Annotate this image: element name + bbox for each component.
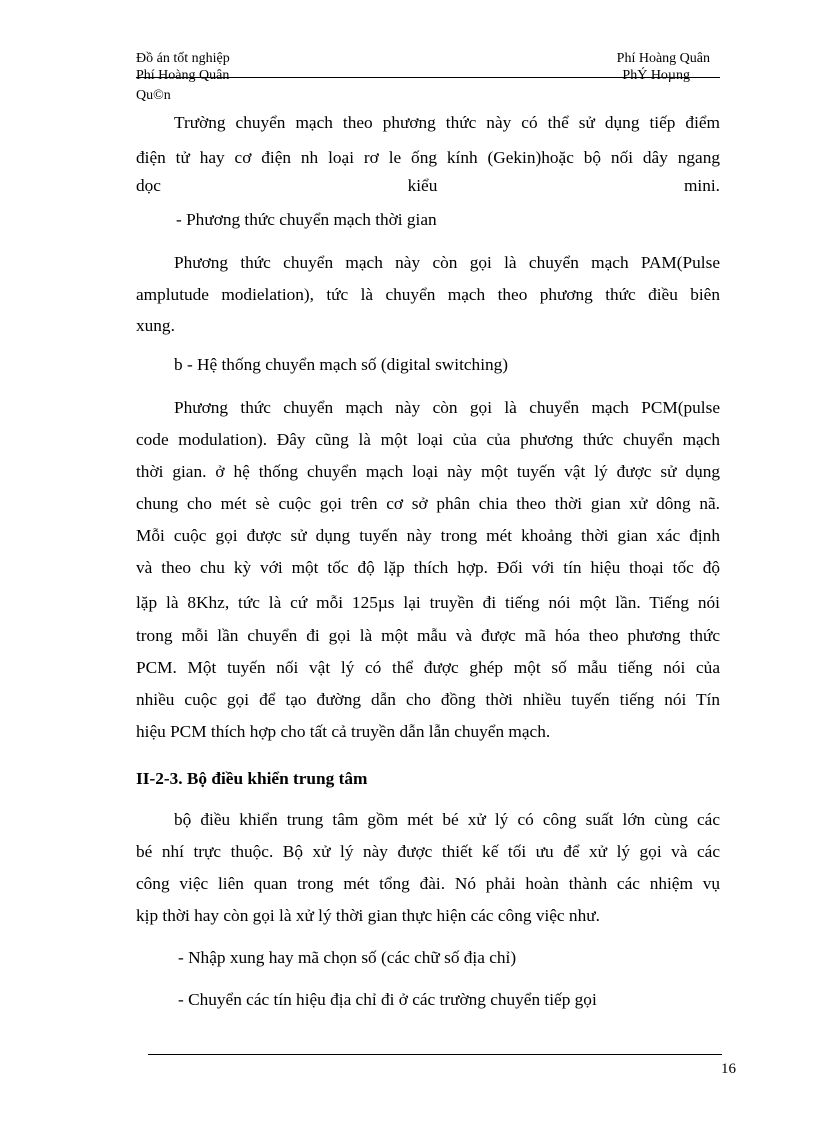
section-heading: II-2-3. Bộ điều khiển trung tâm [136, 769, 368, 788]
list-item: - Chuyển các tín hiệu địa chỉ đi ở các trường chuyển tiếp gọi [178, 990, 597, 1009]
paragraph-line: code modulation). Đây cũng là một loại của của phương thức chuyển mạch [136, 430, 720, 449]
header-author-left: Phí Hoàng Quân [136, 68, 230, 83]
paragraph-line: hiệu PCM thích hợp cho tất cả truyền dẫn lẫn chuyển mạch. [136, 722, 551, 741]
paragraph-line: Trường chuyển mạch theo phương thức này có thể sử dụng tiếp điểm [174, 113, 720, 132]
paragraph-line: công việc liên quan trong mét tổng đài. Nó phải hoàn thành các nhiệm vụ [136, 874, 720, 893]
footer-rule [148, 1054, 722, 1055]
paragraph-line: kịp thời hay còn gọi là xử lý thời gian thực hiện các công việc như. [136, 906, 600, 925]
paragraph-line: dọc kiểu mini. [136, 176, 720, 195]
header-author-right: Phí Hoàng Quân [616, 51, 710, 66]
header-title-left: Đồ án tốt nghiệp [136, 51, 230, 66]
list-item: - Phương thức chuyển mạch thời gian [176, 210, 437, 229]
paragraph-line: bộ điều khiển trung tâm gồm mét bé xử lý có công suất lớn cùng các [174, 810, 720, 829]
paragraph-line: và theo chu kỳ với một tốc độ lặp thích hợp. Đối với tín hiệu thoại tốc độ [136, 558, 720, 577]
paragraph-line: nhiều cuộc gọi để tạo đường dẫn cho đồng thời nhiều tuyến tiếng nói Tín [136, 690, 720, 709]
paragraph-line: Mỗi cuộc gọi được sử dụng tuyến này trong mét khoảng thời gian xác định [136, 526, 720, 545]
paragraph-line: bé nhí trực thuộc. Bộ xử lý này được thiết kế tối ưu để xử lý gọi và các [136, 842, 720, 861]
page-number: 16 [721, 1061, 736, 1077]
paragraph-line: chung cho mét sè cuộc gọi trên cơ sở phân chia theo thời gian xử dông nã. [136, 494, 720, 513]
header-rule [136, 77, 720, 78]
header-author-right-encoded: PhÝ Hoµng [622, 68, 690, 83]
list-item: - Nhập xung hay mã chọn số (các chữ số địa chỉ) [178, 948, 517, 967]
paragraph-line: Phương thức chuyển mạch này còn gọi là chuyển mạch PAM(Pulse [174, 253, 720, 272]
paragraph-line: lặp là 8Khz, tức là cứ mỗi 125µs lại truyền đi tiếng nói một lần. Tiếng nói [136, 593, 720, 612]
paragraph-line: thời gian. ở hệ thống chuyển mạch loại này một tuyến vật lý được sử dụng [136, 462, 720, 481]
paragraph-line: trong mỗi lần chuyển đi gọi là một mẫu và được mã hóa theo phương thức [136, 626, 720, 645]
paragraph-line: xung. [136, 316, 175, 335]
subheading: b - Hệ thống chuyển mạch số (digital switching) [174, 355, 509, 374]
paragraph-line: PCM. Một tuyến nối vật lý có thể được ghép một số mẫu tiếng nói của [136, 658, 720, 677]
header-author-left-encoded: Qu©n [136, 88, 171, 103]
paragraph-line: điện tử hay cơ điện nh loại rơ le ống kính (Gekin)hoặc bộ nối dây ngang [136, 148, 720, 167]
paragraph-line: amplutude modielation), tức là chuyển mạch theo phương thức điều biên [136, 285, 720, 304]
paragraph-line: Phương thức chuyển mạch này còn gọi là chuyển mạch PCM(pulse [174, 398, 720, 417]
